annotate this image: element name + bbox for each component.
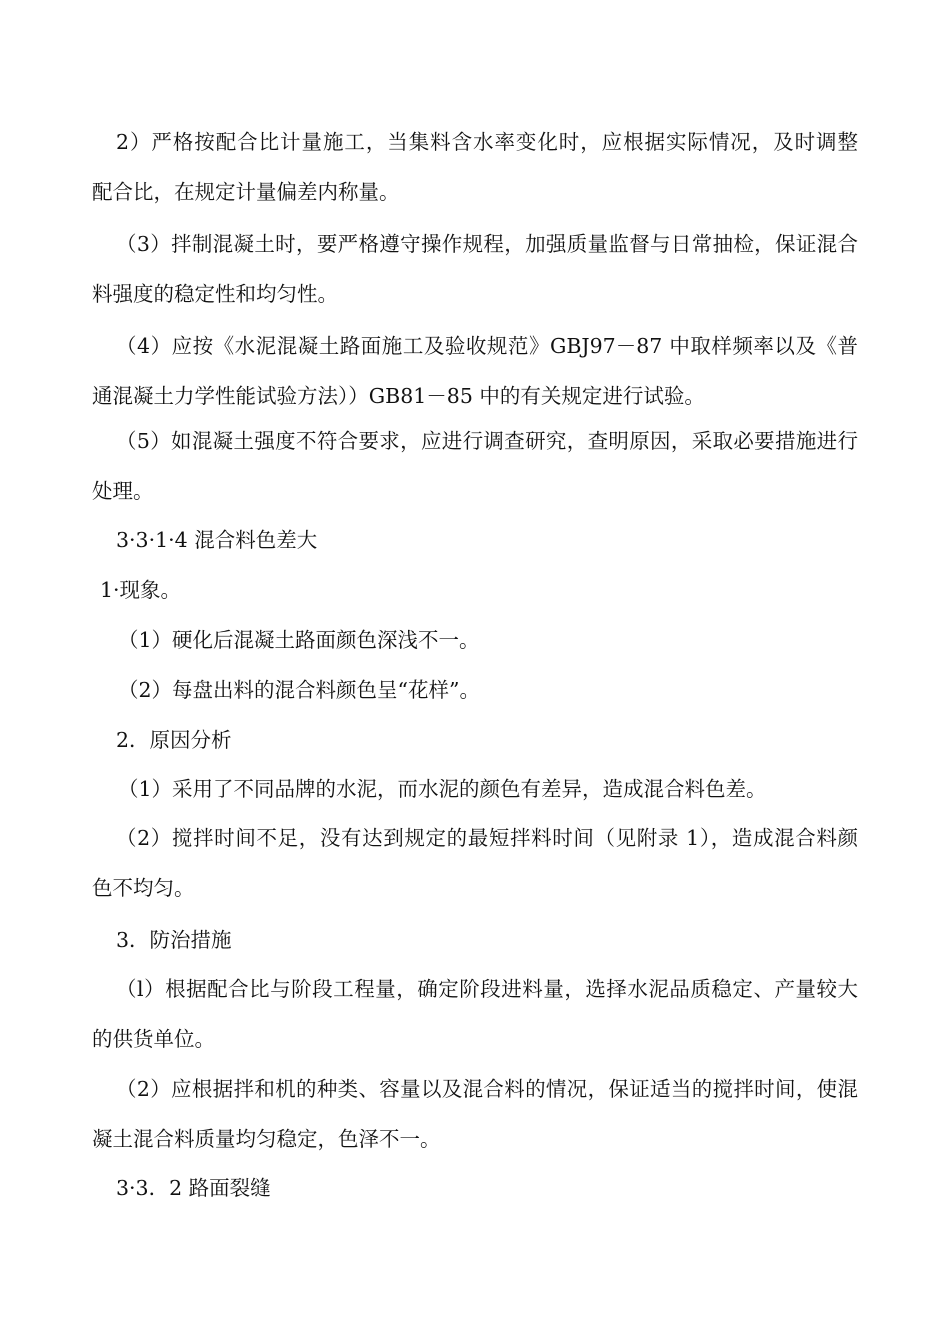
section-heading: 3·3．2 路面裂缝 — [116, 1176, 271, 1200]
subsection-heading: 3．防治措施 — [116, 928, 232, 952]
paragraph-line: （2）应根据拌和机的种类、容量以及混合料的情况，保证适当的搅拌时间，使混 — [116, 1077, 858, 1101]
subsection-heading: 2．原因分析 — [116, 728, 232, 752]
paragraph-line: （5）如混凝土强度不符合要求，应进行调查研究，查明原因，采取必要措施进行 — [116, 429, 858, 453]
paragraph-line: 通混凝土力学性能试验方法））GB81－85 中的有关规定进行试验。 — [92, 384, 705, 408]
paragraph-line: 料强度的稳定性和均匀性。 — [92, 282, 338, 306]
paragraph-line: （3）拌制混凝土时，要严格遵守操作规程，加强质量监督与日常抽检，保证混合 — [116, 232, 858, 256]
paragraph-line: （2）每盘出料的混合料颜色呈“花样”。 — [118, 678, 481, 702]
paragraph-line: （l）根据配合比与阶段工程量，确定阶段进料量，选择水泥品质稳定、产量较大 — [116, 977, 858, 1001]
paragraph-line: （2）搅拌时间不足，没有达到规定的最短拌料时间（见附录 1），造成混合料颜 — [116, 826, 858, 850]
paragraph-line: （4）应按《水泥混凝土路面施工及验收规范》GBJ97－87 中取样频率以及《普 — [116, 334, 858, 358]
paragraph-line: 凝土混合料质量均匀稳定，色泽不一。 — [92, 1127, 441, 1151]
paragraph-line: 处理。 — [92, 479, 154, 503]
paragraph-line: 2）严格按配合比计量施工，当集料含水率变化时，应根据实际情况，及时调整 — [116, 130, 858, 154]
section-heading: 3·3·1·4 混合料色差大 — [116, 528, 318, 552]
paragraph-line: （1）采用了不同品牌的水泥，而水泥的颜色有差异，造成混合料色差。 — [118, 777, 767, 801]
paragraph-line: 色不均匀。 — [92, 876, 195, 900]
paragraph-line: 配合比，在规定计量偏差内称量。 — [92, 180, 400, 204]
subsection-heading: 1·现象。 — [100, 578, 182, 602]
paragraph-line: （1）硬化后混凝土路面颜色深浅不一。 — [118, 628, 480, 652]
paragraph-line: 的供货单位。 — [92, 1027, 215, 1051]
